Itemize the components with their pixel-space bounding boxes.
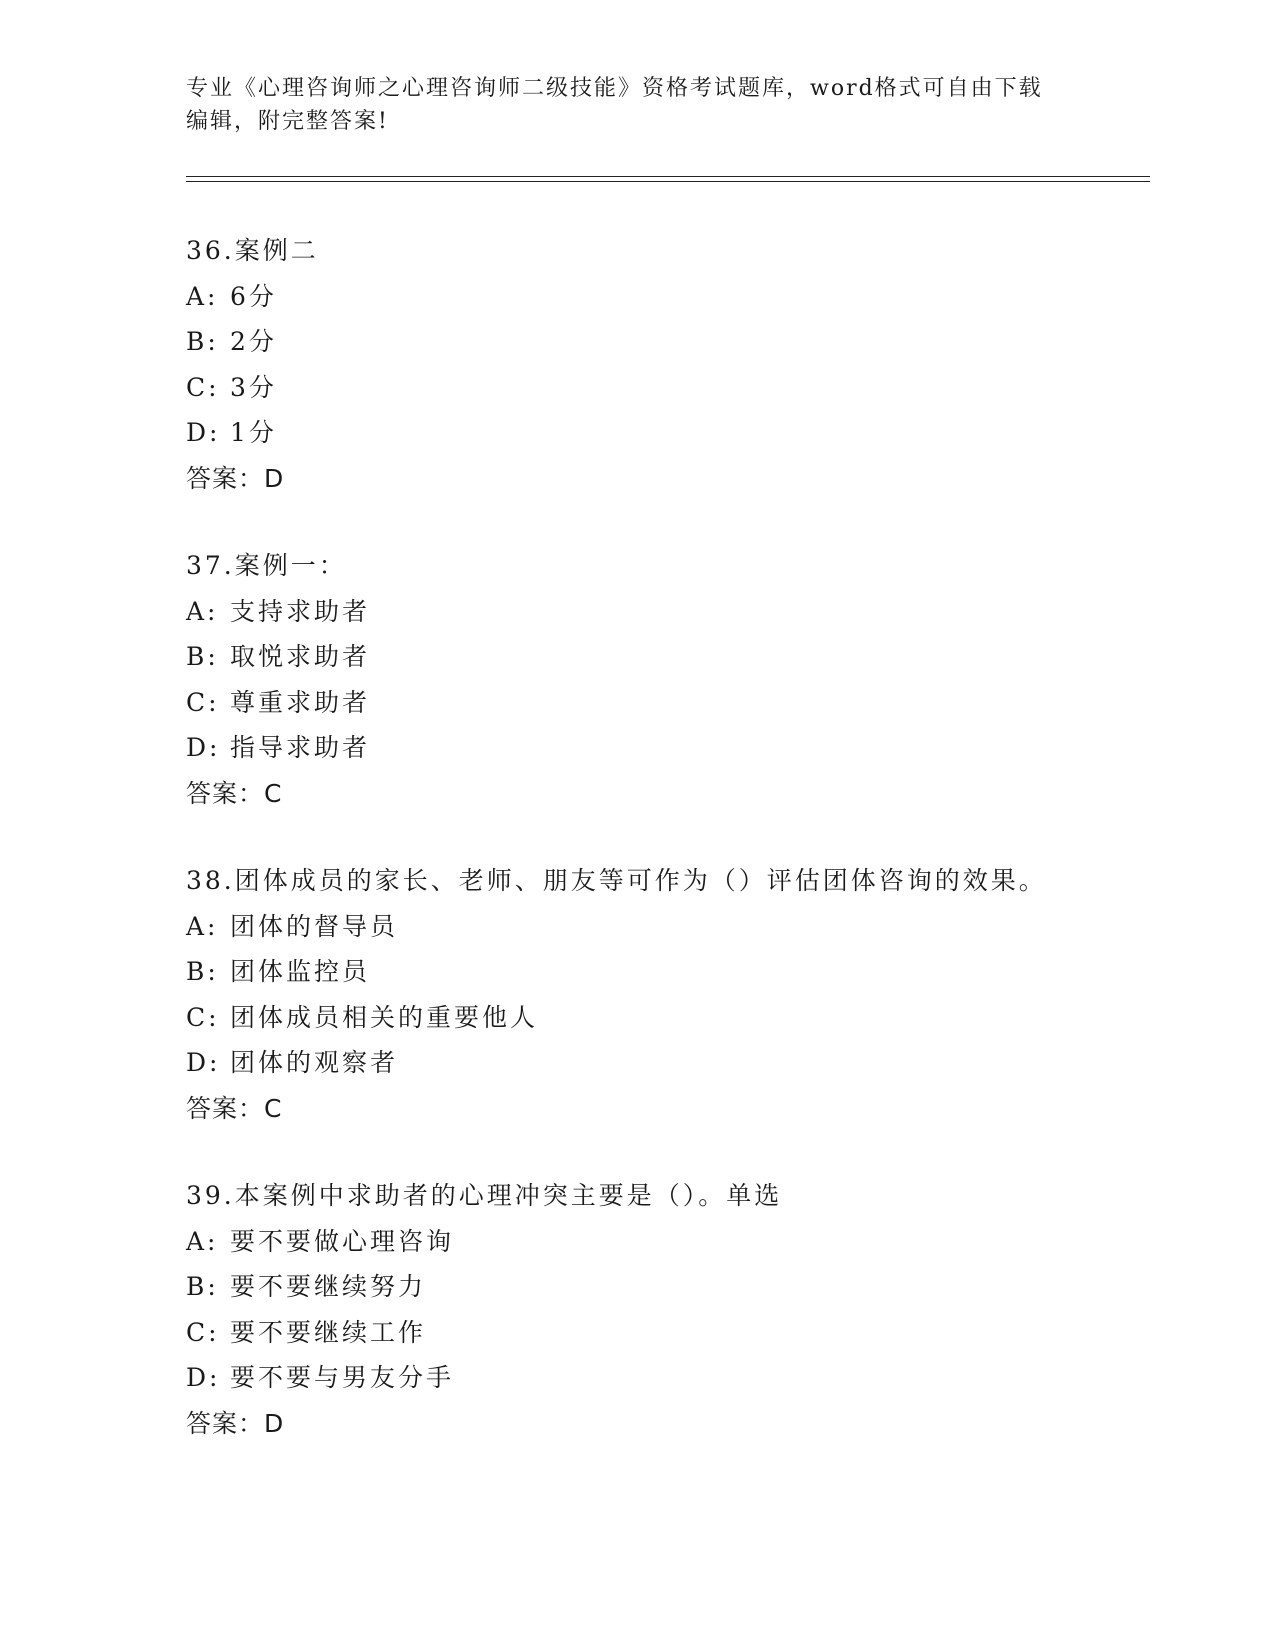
option-text: 团体监控员 (230, 957, 371, 986)
option-text: 支持求助者 (230, 596, 371, 626)
question-38 (186, 858, 1186, 1131)
option-text: 尊重求助者 (230, 687, 371, 717)
option-key: D: (186, 1363, 221, 1392)
option-key: C: (186, 1002, 220, 1032)
option-text: 要不要做心理咨询 (230, 1226, 455, 1256)
option-key: A: (186, 281, 219, 311)
option-d (186, 1355, 1186, 1401)
option-key: B: (186, 957, 219, 986)
question-stem: 36.案例二 (186, 236, 319, 265)
option-text: 团体的督导员 (230, 911, 399, 941)
option-text: 1分 (230, 418, 277, 447)
option-d (186, 1040, 1186, 1086)
option-text: 2分 (230, 327, 277, 356)
header-line-2: 编辑，附完整答案! (186, 109, 389, 134)
answer-line: 答案：D (186, 463, 285, 493)
question-stem: 37.案例一： (186, 551, 347, 580)
option-key: A: (186, 1226, 219, 1256)
question-stem: 38.团体成员的家长、老师、朋友等可作为（）评估团体咨询的效果。 (186, 866, 1047, 895)
header-line-1: 专业《心理咨询师之心理咨询师二级技能》资格考试题库，word格式可自由下载 (186, 76, 1043, 101)
option-c (186, 1310, 1186, 1356)
answer-line: 答案：C (186, 778, 283, 808)
option-a (186, 904, 1186, 950)
option-text: 指导求助者 (230, 733, 371, 762)
question-stem: 39.本案例中求助者的心理冲突主要是（）。单选 (186, 1181, 783, 1210)
option-key: D: (186, 733, 221, 762)
option-key: D: (186, 1048, 221, 1077)
option-text: 6分 (230, 281, 277, 311)
option-b (186, 319, 1186, 365)
document-header (186, 72, 1066, 138)
option-c (186, 365, 1186, 411)
option-text: 团体成员相关的重要他人 (230, 1002, 539, 1032)
option-text: 团体的观察者 (230, 1048, 399, 1077)
option-key: B: (186, 1272, 219, 1301)
option-key: D: (186, 418, 221, 447)
option-b (186, 1264, 1186, 1310)
option-b (186, 949, 1186, 995)
question-39 (186, 1173, 1186, 1446)
option-b (186, 634, 1186, 680)
header-divider-top (186, 176, 1150, 177)
option-text: 要不要与男友分手 (230, 1363, 455, 1392)
option-text: 取悦求助者 (230, 642, 371, 671)
answer-line: 答案：C (186, 1093, 283, 1123)
option-key: C: (186, 372, 220, 402)
option-a (186, 1219, 1186, 1265)
option-a (186, 589, 1186, 635)
option-key: C: (186, 687, 220, 717)
option-d (186, 725, 1186, 771)
option-key: A: (186, 596, 219, 626)
option-c (186, 680, 1186, 726)
option-key: A: (186, 911, 219, 941)
option-d (186, 410, 1186, 456)
option-key: B: (186, 642, 219, 671)
answer-line: 答案：D (186, 1408, 285, 1438)
question-37 (186, 543, 1186, 816)
option-key: B: (186, 327, 219, 356)
option-text: 要不要继续工作 (230, 1317, 427, 1347)
option-key: C: (186, 1317, 220, 1347)
header-divider-bottom (186, 181, 1150, 182)
option-text: 3分 (230, 372, 277, 402)
question-36 (186, 228, 1186, 501)
option-c (186, 995, 1186, 1041)
option-text: 要不要继续努力 (230, 1272, 427, 1301)
option-a (186, 274, 1186, 320)
